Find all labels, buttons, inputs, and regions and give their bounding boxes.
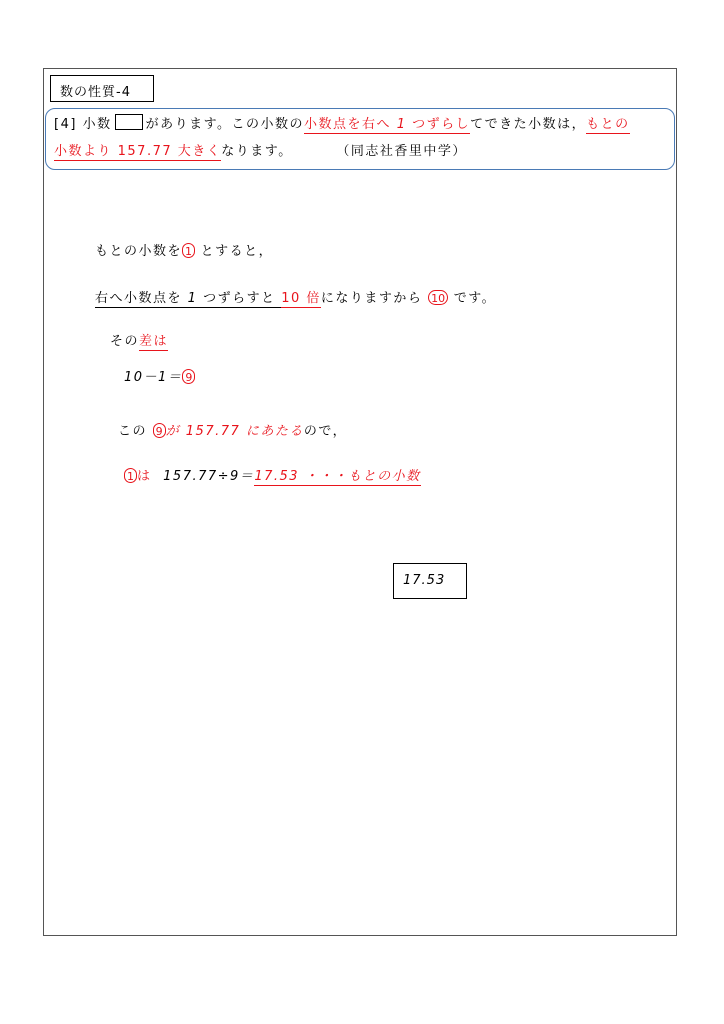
problem-line-2 bbox=[54, 140, 467, 159]
problem-line-1 bbox=[54, 113, 630, 132]
solution-line-4: 10－1＝ 9 bbox=[124, 366, 195, 385]
problem-text-d: なります。 bbox=[221, 144, 293, 159]
difference-label: 差は bbox=[139, 334, 169, 349]
highlight-original: もとの bbox=[586, 117, 630, 132]
shift-phrase: 右へ小数点を 1 つずらすと 10 倍 bbox=[95, 291, 321, 306]
problem-source: （同志社香里中学） bbox=[336, 144, 467, 159]
circle-nine-2: 9 bbox=[153, 423, 166, 438]
final-result: 17.53 ・・・もとの小数 bbox=[254, 469, 421, 484]
solution-line-3: その差は bbox=[110, 334, 169, 349]
circle-ten: 10 bbox=[428, 290, 448, 305]
circle-one: 1 bbox=[182, 243, 195, 258]
problem-number: [4] bbox=[54, 117, 77, 132]
solution-line-5: この 9 が 157.77 にあたるので， bbox=[118, 424, 348, 439]
circle-nine: 9 bbox=[182, 369, 195, 384]
highlight-move-point: 小数点を右へ 1 つずらし bbox=[304, 117, 471, 132]
solution-line-2: 右へ小数点を 1 つずらすと 10 倍になりますから 10 です。 bbox=[95, 291, 497, 306]
solution-line-1: もとの小数を 1 とすると， bbox=[95, 244, 274, 259]
page-frame bbox=[43, 68, 677, 936]
page-title: 数の性質-4 bbox=[50, 75, 154, 102]
problem-text-b: があります。この小数の bbox=[145, 117, 305, 132]
highlight-larger-by: 小数より 157.77 大きく bbox=[54, 144, 222, 159]
problem-text-c: てできた小数は， bbox=[470, 117, 587, 132]
problem-text-a: 小数 bbox=[82, 117, 112, 132]
answer-blank bbox=[115, 114, 143, 130]
solution-line-6: 1 は 157.77÷9＝17.53 ・・・もとの小数 bbox=[124, 465, 421, 484]
circle-one-2: 1 bbox=[124, 468, 137, 483]
answer-box: 17.53 bbox=[393, 563, 467, 599]
